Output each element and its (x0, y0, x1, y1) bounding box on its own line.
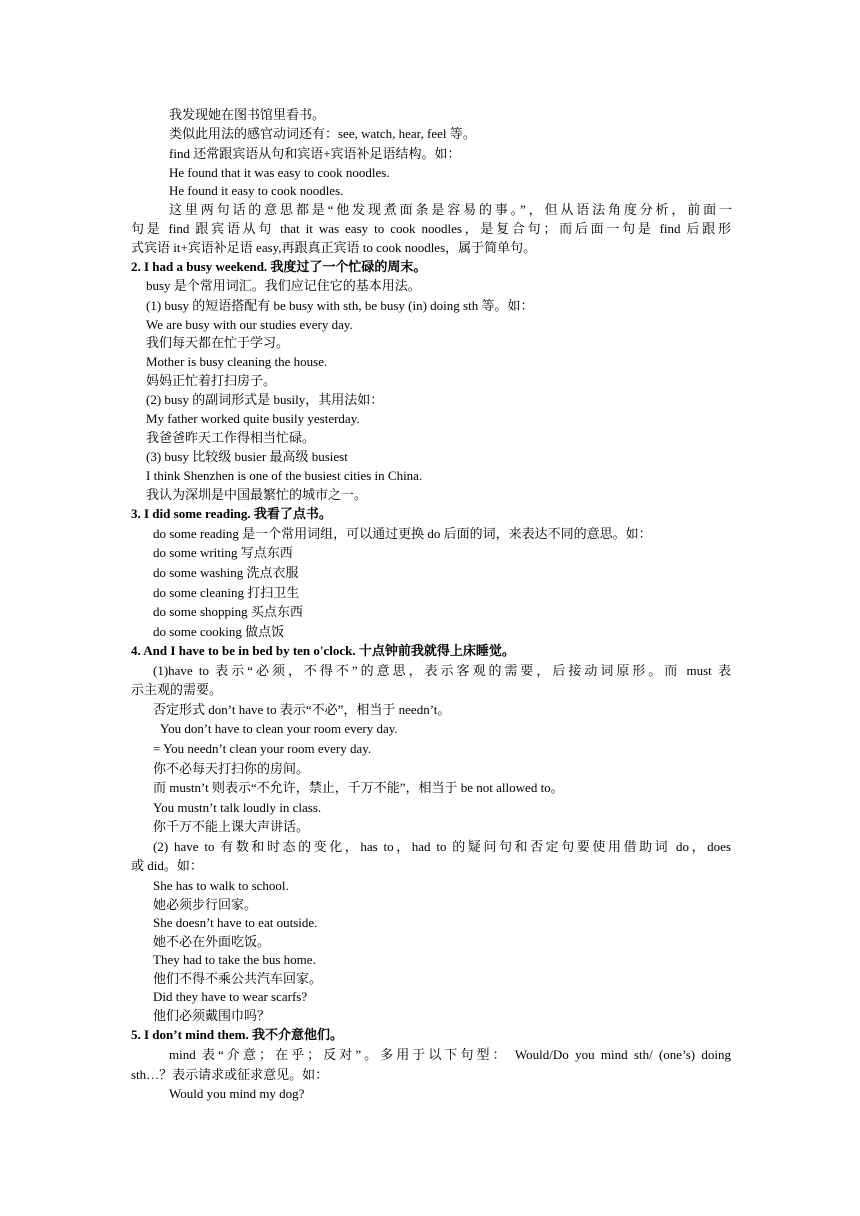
text-line: 示主观的需要。 (131, 682, 223, 697)
text-line: 她不必在外面吃饭。 (153, 934, 271, 949)
text-line: We are busy with our studies every day. (146, 317, 353, 332)
text-line: My father worked quite busily yesterday. (146, 411, 360, 426)
text-line: find 还常跟宾语从句和宾语+宾语补足语结构。如： (169, 146, 461, 161)
text-line: 你千万不能上课大声讲话。 (153, 819, 310, 834)
text-line: He found that it was easy to cook noodles. (169, 165, 390, 180)
text-line: 而 mustn’t 则表示“不允许，禁止，千万不能”，相当于 be not allowed to。 (153, 780, 564, 795)
section-heading: 3. I did some reading. 我看了点书。 (131, 506, 332, 521)
text-line: Would you mind my dog? (169, 1086, 305, 1101)
text-line: busy 是个常用词汇。我们应记住它的基本用法。 (146, 278, 421, 293)
text-line: 妈妈正忙着打扫房子。 (146, 373, 277, 388)
text-line: 或 did。如： (131, 858, 203, 873)
text-line: 这里两句话的意思都是“他发现煮面条是容易的事。”，但从语法角度分析，前面一 (169, 202, 732, 217)
text-line: 类似此用法的感官动词还有：see, watch, hear, feel 等。 (169, 126, 476, 141)
text-line: do some cooking 做点饭 (153, 624, 285, 639)
text-line: You mustn’t talk loudly in class. (153, 800, 322, 815)
text-line: 我发现她在图书馆里看书。 (169, 107, 326, 122)
text-line: 句是 find 跟宾语从句 that it was easy to cook noodles，是复合句；而后面一句是 find 后跟形 (131, 221, 731, 236)
text-line: Mother is busy cleaning the house. (146, 354, 328, 369)
text-line: (2) busy 的副词形式是 busily，其用法如： (146, 392, 384, 407)
text-line: He found it easy to cook noodles. (169, 183, 344, 198)
text-line: (1)have to 表示“必须，不得不”的意思，表示客观的需要，后接动词原形。而 must 表 (153, 663, 731, 678)
section-heading: 4. And I have to be in bed by ten o'clock. 十点钟前我就得上床睡觉。 (131, 643, 515, 658)
text-line: do some reading 是一个常用词组，可以通过更换 do 后面的词，来表达不同的意思。如： (153, 526, 652, 541)
text-line: You don’t have to clean your room every day. (160, 721, 398, 736)
text-line: do some cleaning 打扫卫生 (153, 585, 300, 600)
text-line: 你不必每天打扫你的房间。 (153, 761, 310, 776)
text-line: 式宾语 it+宾语补足语 easy,再跟真正宾语 to cook noodles，属于简单句。 (131, 240, 537, 255)
text-line: do some shopping 买点东西 (153, 604, 303, 619)
text-line: (2) have to 有数和时态的变化，has to，had to 的疑问句和否定句要使用借助词 do，does (153, 839, 731, 854)
text-line: 我认为深圳是中国最繁忙的城市之一。 (146, 487, 368, 502)
text-line: 否定形式 don’t have to 表示“不必”，相当于 needn’t。 (153, 702, 451, 717)
text-line: Did they have to wear scarfs? (153, 989, 308, 1004)
text-line: 她必须步行回家。 (153, 897, 258, 912)
text-line: mind 表“介意；在乎；反对”。多用于以下句型： Would/Do you mind sth/ (one’s) doing (169, 1047, 731, 1062)
text-line: (1) busy 的短语搭配有 be busy with sth, be busy (in) doing sth 等。如： (146, 298, 534, 313)
text-line: 我爸爸昨天工作得相当忙碌。 (146, 430, 316, 445)
text-line: 他们必须戴围巾吗？ (153, 1008, 271, 1023)
text-line: She has to walk to school. (153, 878, 289, 893)
text-line: 他们不得不乘公共汽车回家。 (153, 971, 323, 986)
section-heading: 5. I don’t mind them. 我不介意他们。 (131, 1027, 343, 1042)
text-line: do some writing 写点东西 (153, 545, 293, 560)
text-line: = You needn’t clean your room every day. (153, 741, 372, 756)
text-line: sth…？表示请求或征求意见。如： (131, 1067, 329, 1082)
section-heading: 2. I had a busy weekend. 我度过了一个忙碌的周末。 (131, 259, 427, 274)
text-line: (3) busy 比较级 busier 最高级 busiest (146, 449, 348, 464)
text-line: They had to take the bus home. (153, 952, 316, 967)
text-line: She doesn’t have to eat outside. (153, 915, 318, 930)
text-line: 我们每天都在忙于学习。 (146, 335, 290, 350)
text-line: do some washing 洗点衣服 (153, 565, 299, 580)
text-line: I think Shenzhen is one of the busiest cities in China. (146, 468, 423, 483)
